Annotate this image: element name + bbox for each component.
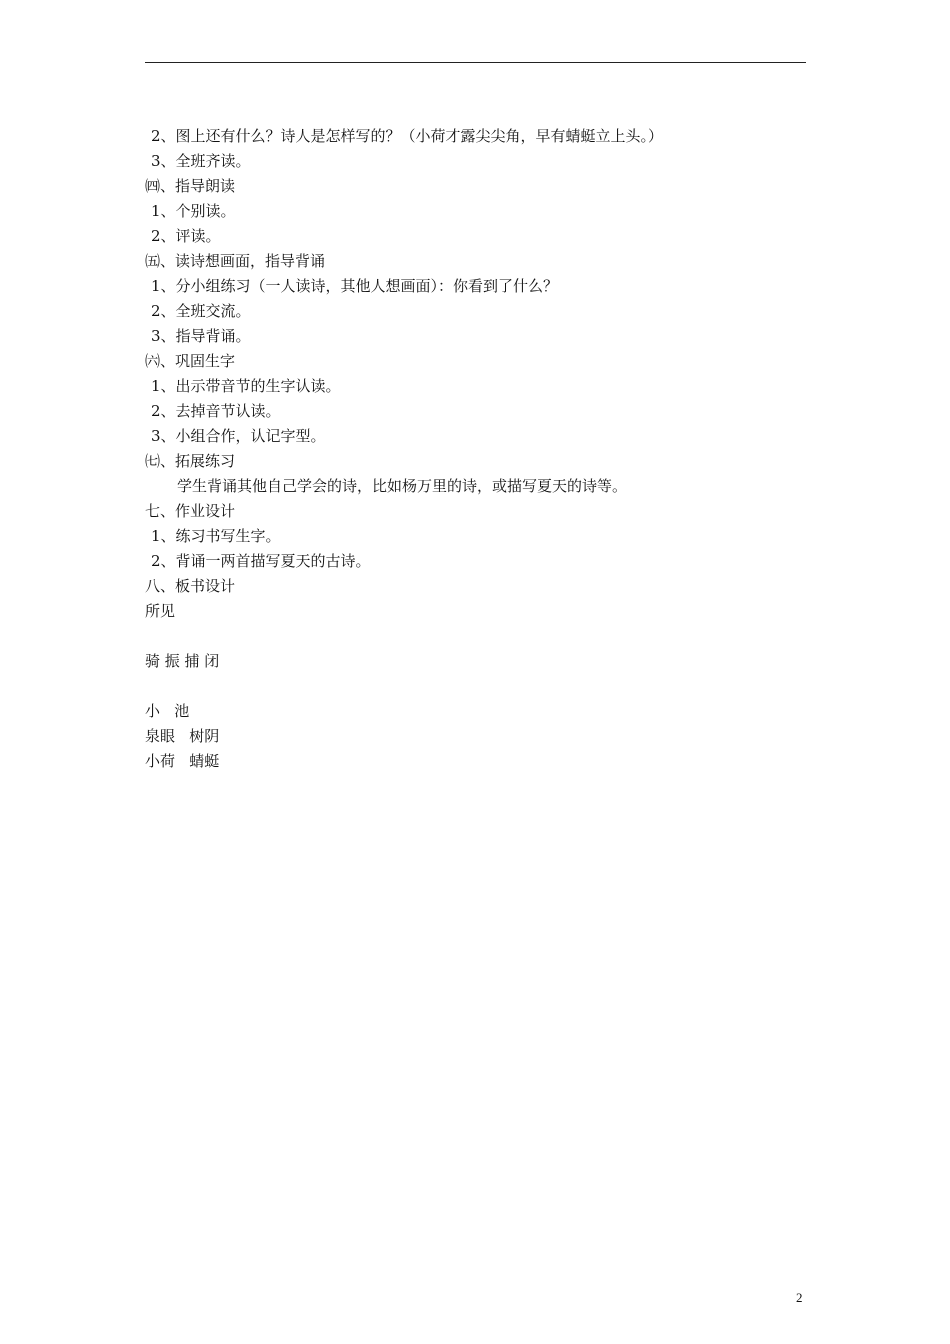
text-line: 2、全班交流。 xyxy=(151,302,251,320)
text-line: 1、个别读。 xyxy=(151,202,236,220)
section-heading: ㈤、读诗想画面，指导背诵 xyxy=(145,252,326,270)
document-body xyxy=(145,124,806,774)
section-heading: 八、板书设计 xyxy=(145,577,236,595)
page-number: 2 xyxy=(796,1290,803,1305)
header-rule xyxy=(145,62,806,63)
text-line: 2、图上还有什么？诗人是怎样写的？（小荷才露尖尖角，早有蜻蜓立上头。） xyxy=(151,127,664,145)
text-line: 1、出示带音节的生字认读。 xyxy=(151,377,341,395)
text-line: 3、小组合作，认记字型。 xyxy=(151,427,326,445)
text-line: 1、分小组练习（一人读诗，其他人想画面）：你看到了什么？ xyxy=(151,277,559,295)
board-line: 泉眼 树阴 xyxy=(145,727,220,745)
text-line: 2、去掉音节认读。 xyxy=(151,402,281,420)
board-line: 小荷 蜻蜓 xyxy=(145,752,220,770)
board-title: 所见 xyxy=(145,602,176,620)
section-heading: 七、作业设计 xyxy=(145,502,236,520)
spacer xyxy=(145,624,806,649)
text-line: 1、练习书写生字。 xyxy=(151,527,281,545)
text-line: 2、评读。 xyxy=(151,227,221,245)
section-heading: ㈦、拓展练习 xyxy=(145,452,236,470)
board-line: 小 池 xyxy=(145,702,190,720)
text-line: 3、指导背诵。 xyxy=(151,327,251,345)
text-line: 2、背诵一两首描写夏天的古诗。 xyxy=(151,552,371,570)
board-characters: 骑 振 捕 闭 xyxy=(145,652,220,670)
text-line: 学生背诵其他自己学会的诗，比如杨万里的诗，或描写夏天的诗等。 xyxy=(177,477,628,495)
section-heading: ㈣、指导朗读 xyxy=(145,177,236,195)
section-heading: ㈥、巩固生字 xyxy=(145,352,236,370)
text-line: 3、全班齐读。 xyxy=(151,152,251,170)
spacer xyxy=(145,674,806,699)
